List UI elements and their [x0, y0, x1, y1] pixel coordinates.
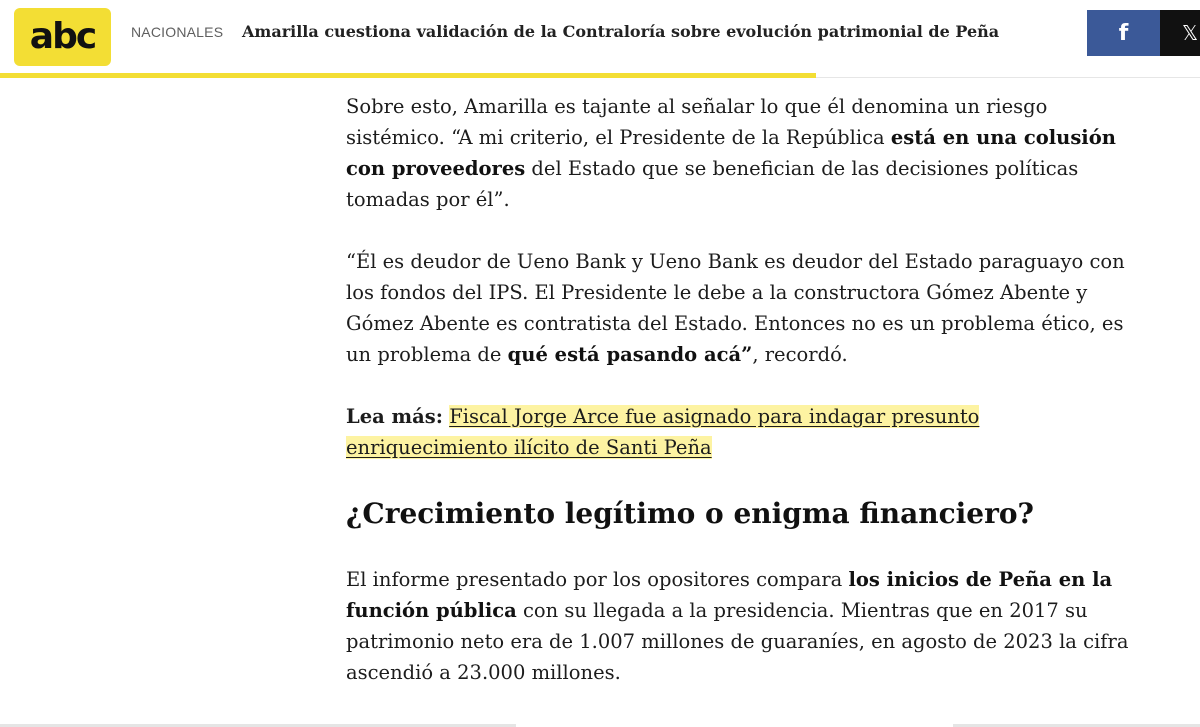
facebook-share-button[interactable]	[1087, 10, 1160, 56]
article-body	[346, 91, 1136, 688]
read-more-paragraph	[346, 401, 1136, 463]
abc-logo[interactable]	[14, 8, 111, 66]
article-paragraph: Sobre esto, Amarilla es tajante al señalar lo que él denomina un riesgo sistémico. “A mi criterio, el Presidente de la República está en una colusión con proveedores del Estado que se benefician de las decisiones políticas tomadas por él”.	[346, 95, 1116, 211]
section-label[interactable]: NACIONALES	[131, 24, 224, 40]
x-share-button[interactable]	[1160, 10, 1200, 56]
bold-text: qué está pasando acá”	[507, 343, 753, 366]
bold-text: los inicios de Peña en la función pública	[346, 568, 1113, 622]
facebook-icon: f	[1118, 20, 1129, 46]
header-article-title: Amarilla cuestiona validación de la Contraloría sobre evolución patrimonial de Peña	[242, 22, 1000, 41]
logo-text: abc	[29, 16, 96, 57]
sticky-header	[0, 0, 1200, 78]
article-paragraph: “Él es deudor de Ueno Bank y Ueno Bank es deudor del Estado paraguayo con los fondos del IPS. El Presidente le debe a la constructora Gómez Abente y Gómez Abente es contratista del Estado. Entonces no es un problema ético, es un problema de qué está pasando acá”, recordó.	[346, 250, 1125, 366]
section-subheading: ¿Crecimiento legítimo o enigma financiero?	[346, 497, 1034, 530]
read-more-label: Lea más:	[346, 405, 443, 428]
x-icon: 𝕏	[1182, 21, 1199, 45]
reading-progress-bar	[0, 73, 816, 78]
read-more-link[interactable]: Fiscal Jorge Arce fue asignado para indagar presunto enriquecimiento ilícito de Santi Peña	[346, 405, 980, 459]
bold-text: está en una colusión con proveedores	[346, 126, 1116, 180]
article-paragraph: El informe presentado por los opositores compara los inicios de Peña en la función pública con su llegada a la presidencia. Mientras que en 2017 su patrimonio neto era de 1.007 millones de guaraníes, en agosto de 2023 la cifra ascendió a 23.000 millones.	[346, 568, 1129, 684]
